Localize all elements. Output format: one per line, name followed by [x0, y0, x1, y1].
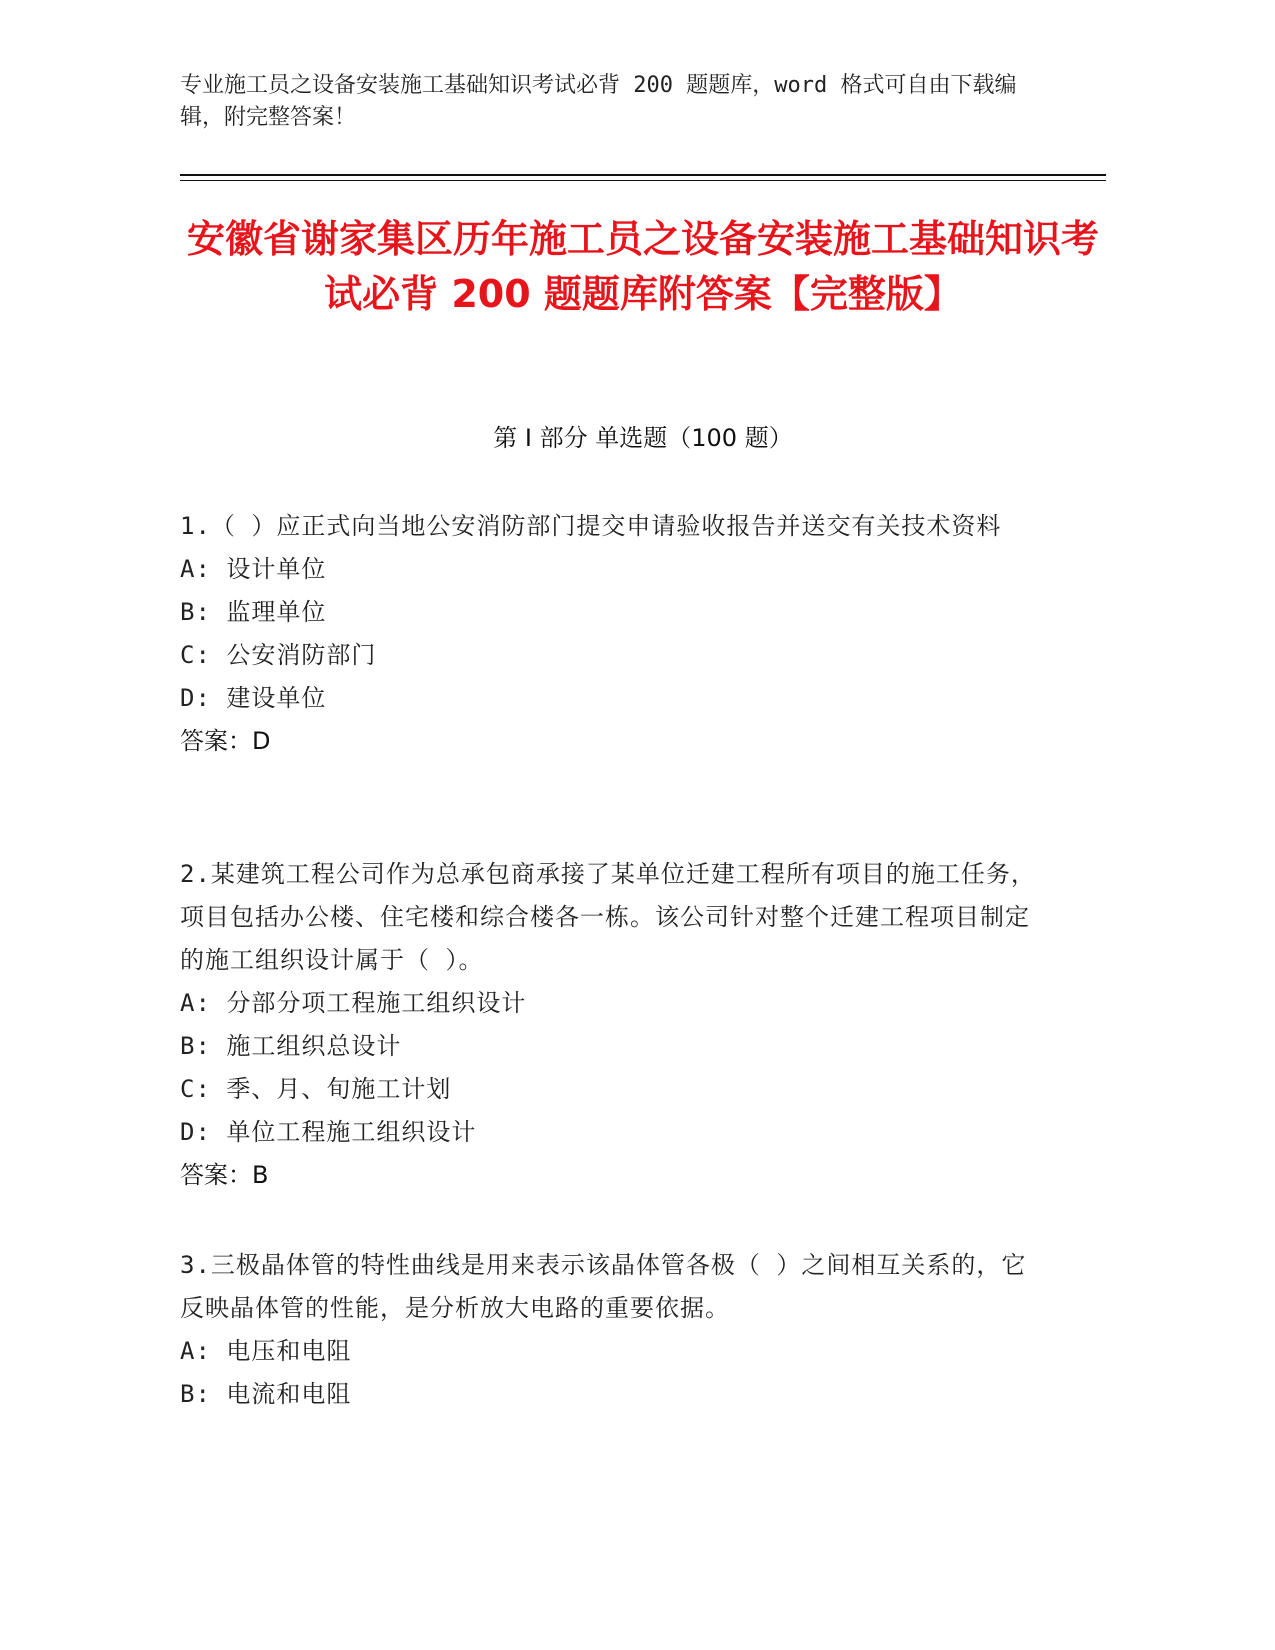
question-stem: 3.三极晶体管的特性曲线是用来表示该晶体管各极（ ）之间相互关系的，它反映晶体管的性能，是分析放大电路的重要依据。 [180, 1251, 1027, 1322]
option-b: B: 电流和电阻 [180, 1380, 352, 1408]
header-divider-thin [180, 180, 1106, 181]
option-d: D: 单位工程施工组织设计 [180, 1118, 477, 1146]
question-stem: 2.某建筑工程公司作为总承包商承接了某单位迁建工程所有项目的施工任务，项目包括办公楼、住宅楼和综合楼各一栋。该公司针对整个迁建工程项目制定的施工组织设计属于（ ）。 [180, 860, 1036, 974]
option-c: C: 公安消防部门 [180, 641, 377, 669]
question-3 [180, 1244, 1040, 1416]
question-2 [180, 853, 1040, 1197]
option-b: B: 监理单位 [180, 598, 327, 626]
option-a: A: 电压和电阻 [180, 1337, 352, 1365]
header-divider-thick [180, 174, 1106, 176]
option-a: A: 设计单位 [180, 555, 327, 583]
section-title: 第 I 部分 单选题（100 题） [493, 424, 793, 452]
header-note: 专业施工员之设备安装施工基础知识考试必背 200 题题库，word 格式可自由下载编辑，附完整答案！ [180, 73, 1017, 130]
document-title: 安徽省谢家集区历年施工员之设备安装施工基础知识考试必背 200 题题库附答案【完整版】 [186, 217, 1099, 316]
question-stem: 1.（ ）应正式向当地公安消防部门提交申请验收报告并送交有关技术资料 [180, 512, 1002, 540]
option-d: D: 建设单位 [180, 684, 327, 712]
option-a: A: 分部分项工程施工组织设计 [180, 989, 527, 1017]
answer: 答案：B [180, 1161, 269, 1189]
option-b: B: 施工组织总设计 [180, 1032, 402, 1060]
answer: 答案：D [180, 727, 271, 755]
question-1 [180, 505, 1040, 763]
option-c: C: 季、月、旬施工计划 [180, 1075, 452, 1103]
